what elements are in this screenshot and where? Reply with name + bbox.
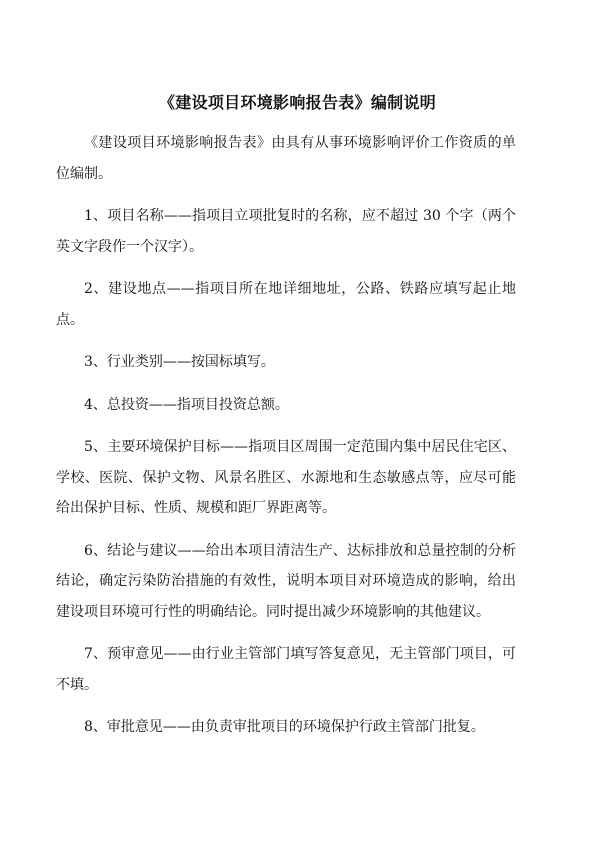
document-body [56, 128, 516, 755]
paragraph-item-3-industry: 3、行业类别——按国标填写。 [84, 354, 275, 370]
paragraph-item-7-preliminary-review: 7、预审意见——由行业主管部门填写答复意见，无主管部门项目，可不填。 [56, 646, 516, 693]
paragraph-item-6-conclusions: 6、结论与建议——给出本项目清洁生产、达标排放和总量控制的分析结论，确定污染防治措施的有效性，说明本项目对环境造成的影响，给出建设项目环境可行性的明确结论。同时提出减少环境影响的其他建议。 [56, 542, 516, 620]
paragraph-item-2-location: 2、建设地点——指项目所在地详细地址，公路、铁路应填写起止地点。 [56, 281, 516, 328]
paragraph-item-1-project-name: 1、项目名称——指项目立项批复时的名称，应不超过 30 个字（两个英文字段作一个汉字）。 [56, 208, 516, 255]
document-title: 《建设项目环境影响报告表》编制说明 [158, 93, 437, 112]
paragraph-item-5-protection-targets: 5、主要环境保护目标——指项目区周围一定范围内集中居民住宅区、学校、医院、保护文物、风景名胜区、水源地和生态敏感点等，应尽可能给出保护目标、性质、规模和距厂界距离等。 [56, 439, 516, 516]
paragraph-intro: 《建设项目环境影响报告表》由具有从事环境影响评价工作资质的单位编制。 [56, 135, 516, 182]
paragraph-item-8-approval: 8、审批意见——由负责审批项目的环境保护行政主管部门批复。 [84, 719, 485, 735]
paragraph-item-4-investment: 4、总投资——指项目投资总额。 [84, 396, 289, 413]
